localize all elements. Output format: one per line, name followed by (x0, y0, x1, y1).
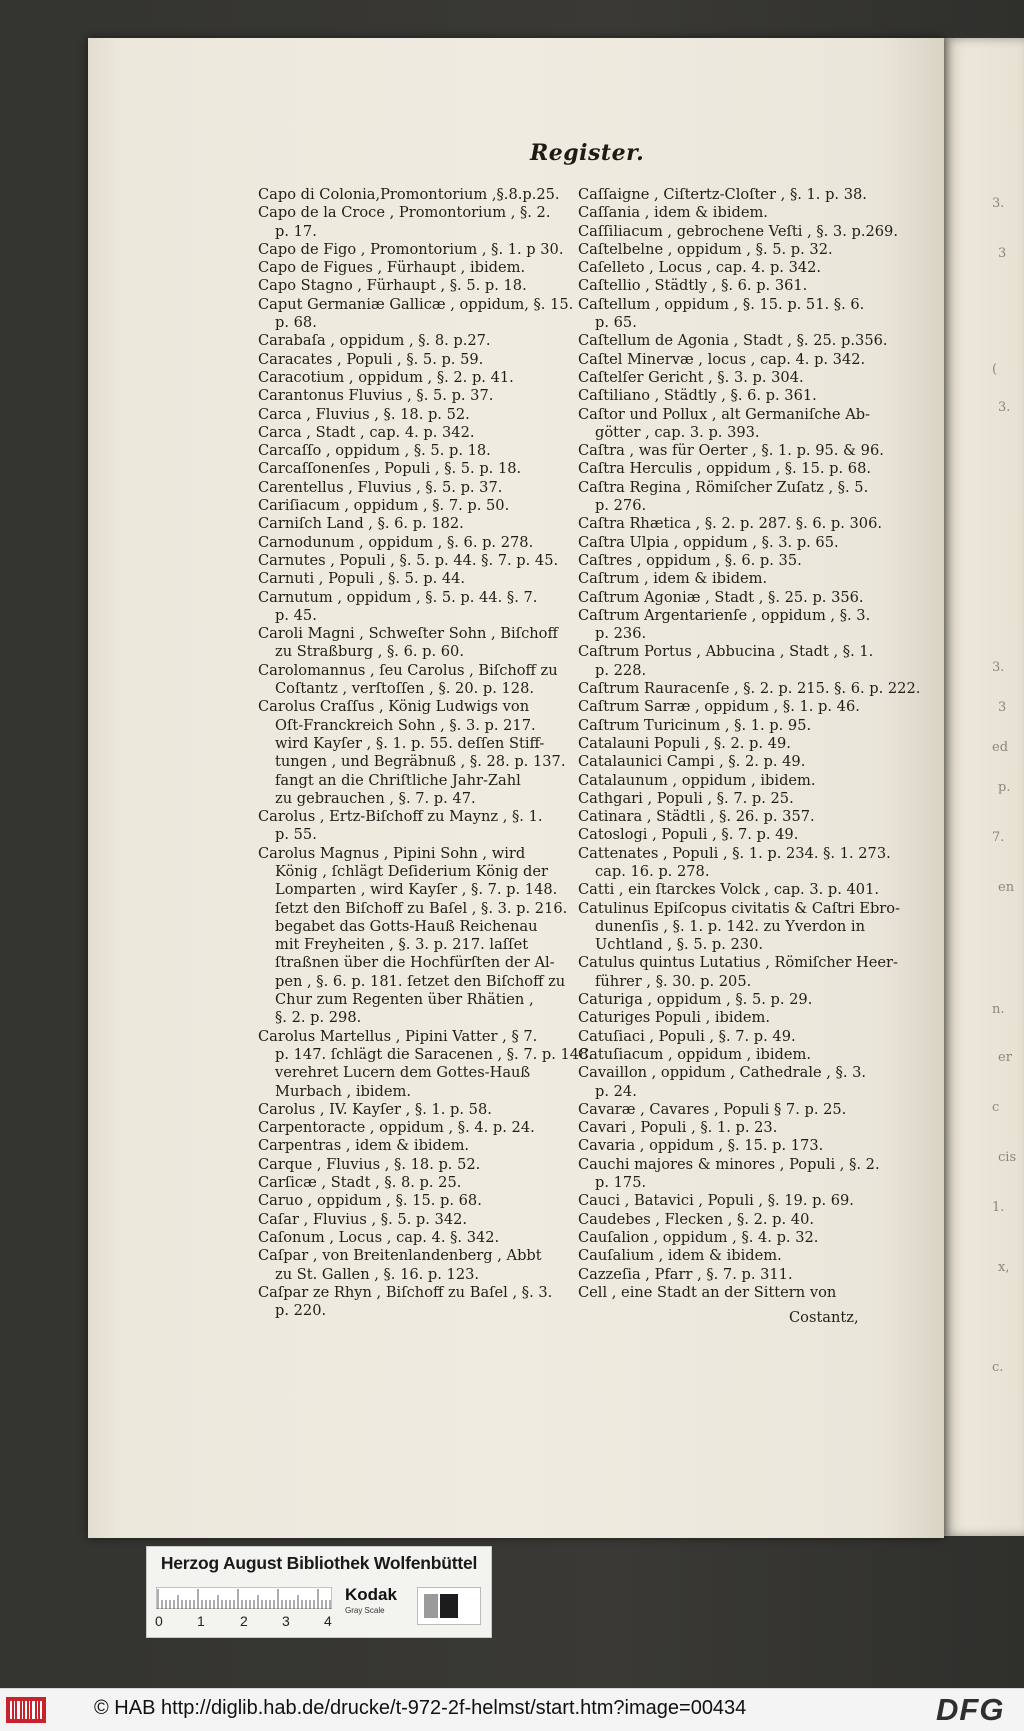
index-entry-line: begabet das Gotts-Hauß Reichenau (275, 917, 538, 935)
index-entry-line: Caput Germaniæ Gallicæ , oppidum, §. 15. (258, 295, 574, 313)
index-entry-line: Caſtelbelne , oppidum , §. 5. p. 32. (578, 240, 833, 258)
index-entry-line: Carolus , Ertz-Biſchoff zu Maynz , §. 1. (258, 808, 543, 826)
edge-text-fragment: c. (992, 1360, 1004, 1375)
index-entry-line: Caſtrum Argentarienſe , oppidum , §. 3. (578, 606, 871, 624)
index-entry-line: Chur zum Regenten über Rhätien , (275, 991, 534, 1009)
index-entry-line: Cavaræ , Cavares , Populi § 7. p. 25. (578, 1100, 847, 1118)
index-entry-line: Carca , Stadt , cap. 4. p. 342. (258, 423, 475, 441)
index-entry-line: Caturiges Populi , ibidem. (578, 1009, 771, 1027)
index-entry-line: Caſſaigne , Ciſtertz-Cloſter , §. 1. p. 38. (578, 186, 867, 203)
index-entry-line: Lomparten , wird Kayſer , §. 7. p. 148. (275, 881, 558, 899)
index-entry-line: Carnuti , Populi , §. 5. p. 44. (258, 570, 466, 588)
index-column-right (578, 186, 921, 1302)
edge-text-fragment: x, (998, 1260, 1010, 1275)
edge-text-fragment: 7. (992, 830, 1005, 845)
index-entry-line: Caudebes , Flecken , §. 2. p. 40. (578, 1210, 814, 1228)
index-entry-line: Caſtrum Portus , Abbucina , Stadt , §. 1. (578, 643, 874, 661)
index-entry-line: Carnutum , oppidum , §. 5. p. 44. §. 7. (258, 588, 538, 606)
black-patch (440, 1594, 458, 1618)
index-entry-line: Caſar , Fluvius , §. 5. p. 342. (258, 1210, 468, 1228)
index-entry-line: Catalaunici Campi , §. 2. p. 49. (578, 753, 806, 771)
index-entry-line: Cattenates , Populi , §. 1. p. 234. §. 1. 273. (578, 844, 891, 862)
edge-text-fragment: 1. (992, 1200, 1005, 1215)
index-entry-line: Carque , Fluvius , §. 18. p. 52. (258, 1155, 481, 1173)
index-entry-line: p. 276. (595, 497, 647, 515)
page-header: Register. (530, 140, 645, 166)
index-entry-line: Cariſiacum , oppidum , §. 7. p. 50. (258, 497, 510, 515)
index-entry-line: cap. 16. p. 278. (595, 862, 710, 880)
index-entry-line: ſetzt den Biſchoff zu Baſel , §. 3. p. 216. (275, 899, 568, 917)
index-entry-line: Cauſalium , idem & ibidem. (578, 1247, 782, 1265)
index-entry-line: Caſtra Herculis , oppidum , §. 15. p. 68. (578, 460, 871, 478)
index-entry-line: Caſelleto , Locus , cap. 4. p. 342. (578, 259, 822, 277)
color-target-card (146, 1546, 492, 1638)
index-entry-line: Caſtra , was für Oerter , §. 1. p. 95. & 96. (578, 442, 884, 460)
index-entry-line: Caroli Magni , Schweſter Sohn , Biſchoff (258, 625, 558, 643)
index-entry-line: ſtraßnen über die Hochfürſten der Al- (275, 954, 555, 972)
index-entry-line: Carolus Craſſus , König Ludwigs von (258, 698, 530, 716)
index-entry-line: Catinara , Städtli , §. 26. p. 357. (578, 808, 815, 826)
index-entry-line: Caturiga , oppidum , §. 5. p. 29. (578, 991, 813, 1009)
index-entry-line: mit Freyheiten , §. 3. p. 217. laſſet (275, 936, 529, 954)
index-entry-line: Caracates , Populi , §. 5. p. 59. (258, 350, 484, 368)
index-entry-line: Caſtrum Agoniæ , Stadt , §. 25. p. 356. (578, 588, 864, 606)
kodak-label (341, 1585, 411, 1625)
ruler-number: 0 (155, 1613, 163, 1629)
index-entry-line: zu Straßburg , §. 6. p. 60. (275, 643, 464, 661)
index-entry-line: fangt an die Chriſtliche Jahr-Zahl (275, 771, 521, 789)
index-entry-line: tungen , und Begräbnuß , §. 28. p. 137. (275, 753, 566, 771)
index-entry-line: Caſtellum de Agonia , Stadt , §. 25. p.356. (578, 332, 888, 350)
index-entry-line: Carabaſa , oppidum , §. 8. p.27. (258, 332, 491, 350)
ruler-number: 4 (324, 1613, 332, 1629)
gray-scale-patches (417, 1587, 481, 1625)
index-entry-line: Cell , eine Stadt an der Sittern von (578, 1283, 837, 1301)
edge-text-fragment: cis (998, 1150, 1017, 1165)
index-entry-line: Caruo , oppidum , §. 15. p. 68. (258, 1192, 482, 1210)
footer-bar (0, 1688, 1024, 1731)
index-entry-line: Carentellus , Fluvius , §. 5. p. 37. (258, 478, 503, 496)
index-entry-line: Capo de Figues , Fürhaupt , ibidem. (258, 259, 526, 277)
index-entry-line: §. 2. p. 298. (275, 1009, 362, 1027)
index-entry-line: Caſtellio , Städtly , §. 6. p. 361. (578, 277, 808, 295)
index-entry-line: Caſtra Rhætica , §. 2. p. 287. §. 6. p. 306. (578, 515, 883, 533)
index-entry-line: Catuſiacum , oppidum , ibidem. (578, 1045, 811, 1063)
index-entry-line: Caſtor und Pollux , alt Germaniſche Ab- (578, 405, 871, 423)
index-entry-line: Caracotium , oppidum , §. 2. p. 41. (258, 368, 514, 386)
index-entry-line: Cazzeſia , Pfarr , §. 7. p. 311. (578, 1265, 793, 1283)
index-entry-line: p. 55. (275, 826, 317, 844)
index-entry-line: Carolus Magnus , Pipini Sohn , wird (258, 844, 526, 862)
index-entry-line: Carpentras , idem & ibidem. (258, 1137, 470, 1155)
index-entry-line: Caſtra Ulpia , oppidum , §. 3. p. 65. (578, 533, 839, 551)
index-entry-line: p. 147. ſchlägt die Saracenen , §. 7. p. 148. (275, 1045, 594, 1063)
index-entry-line: Catti , ein ſtarckes Volck , cap. 3. p. 401. (578, 881, 880, 899)
ruler-number: 1 (197, 1613, 205, 1629)
index-entry-line: Caſtrum , idem & ibidem. (578, 570, 768, 588)
index-entry-line: Uchtland , §. 5. p. 230. (595, 936, 764, 954)
kodak-logo: Kodak (345, 1585, 397, 1604)
index-entry-line: Capo de la Croce , Promontorium , §. 2. (258, 204, 551, 222)
index-entry-line: Carnodunum , oppidum , §. 6. p. 278. (258, 533, 534, 551)
index-entry-line: Catalaunum , oppidum , ibidem. (578, 771, 816, 789)
index-entry-line: zu St. Gallen , §. 16. p. 123. (275, 1265, 480, 1283)
index-entry-line: Caſonum , Locus , cap. 4. §. 342. (258, 1228, 500, 1246)
index-entry-line: Carolus , IV. Kayſer , §. 1. p. 58. (258, 1100, 492, 1118)
index-entry-line: Oſt-Franckreich Sohn , §. 3. p. 217. (275, 716, 536, 734)
index-entry-line: p. 45. (275, 606, 317, 624)
index-entry-line: Cavaillon , oppidum , Cathedrale , §. 3. (578, 1064, 867, 1082)
edge-text-fragment: 3. (998, 400, 1011, 415)
index-entry-line: p. 175. (595, 1174, 647, 1192)
edge-text-fragment: p. (998, 780, 1011, 795)
index-entry-line: Carnutes , Populi , §. 5. p. 44. §. 7. p. 45. (258, 551, 559, 569)
index-entry-line: Carolomannus , ſeu Carolus , Biſchoff zu (258, 661, 558, 679)
edge-text-fragment: ( (992, 362, 998, 377)
index-entry-line: p. 228. (595, 661, 647, 679)
edge-text-fragment: er (998, 1050, 1012, 1065)
index-entry-line: Carcaſſo , oppidum , §. 5. p. 18. (258, 442, 491, 460)
index-entry-line: p. 68. (275, 314, 317, 332)
edge-text-fragment: n. (992, 1002, 1005, 1017)
index-entry-line: Caſtellum , oppidum , §. 15. p. 51. §. 6. (578, 295, 865, 313)
edge-text-fragment: 3 (998, 700, 1007, 715)
index-entry-line: Carpentoracte , oppidum , §. 4. p. 24. (258, 1119, 535, 1137)
edge-text-fragment: 3. (992, 196, 1005, 211)
index-entry-line: Catuſiaci , Populi , §. 7. p. 49. (578, 1027, 796, 1045)
index-entry-line: Caſtres , oppidum , §. 6. p. 35. (578, 551, 802, 569)
index-entry-line: verehret Lucern dem Gottes-Hauß (275, 1064, 531, 1082)
index-entry-line: Caſtel Minervæ , locus , cap. 4. p. 342. (578, 350, 866, 368)
index-entry-line: p. 17. (275, 222, 317, 240)
edge-text-fragment: ed (992, 740, 1009, 755)
index-entry-line: Cauci , Batavici , Populi , §. 19. p. 69. (578, 1192, 854, 1210)
index-entry-line: Caſtelſer Gericht , §. 3. p. 304. (578, 368, 804, 386)
index-entry-line: Caſſania , idem & ibidem. (578, 204, 768, 222)
index-entry-line: Cauchi majores & minores , Populi , §. 2. (578, 1155, 880, 1173)
source-url-text[interactable]: © HAB http://diglib.hab.de/drucke/t-972-2f-helmst/start.htm?image=00434 (94, 1697, 747, 1719)
index-entry-line: Carca , Fluvius , §. 18. p. 52. (258, 405, 470, 423)
index-entry-line: Capo di Colonia,Promontorium ,§.8.p.25. (258, 186, 560, 203)
index-entry-line: Caſſiliacum , gebrochene Veſti , §. 3. p.269. (578, 222, 898, 240)
index-entry-line: Catalauni Populi , §. 2. p. 49. (578, 734, 791, 752)
index-entry-line: pen , §. 6. p. 181. ſetzet den Biſchoff zu (275, 972, 566, 990)
edge-text-fragment: 3. (992, 660, 1005, 675)
index-entry-line: dunenſis , §. 1. p. 142. zu Yverdon in (595, 917, 865, 935)
index-entry-line: Caſtiliano , Städtly , §. 6. p. 361. (578, 387, 817, 405)
index-entry-line: Murbach , ibidem. (275, 1082, 411, 1100)
index-column-left (258, 186, 594, 1320)
index-entry-line: Cavaria , oppidum , §. 15. p. 173. (578, 1137, 824, 1155)
gray-patch (424, 1594, 438, 1618)
index-entry-line: Caſtrum Rauracenſe , §. 2. p. 215. §. 6. p. 222. (578, 680, 921, 698)
index-entry-line: p. 220. (275, 1302, 327, 1320)
index-entry-line: Carantonus Fluvius , §. 5. p. 37. (258, 387, 494, 405)
index-entry-line: Cavari , Populi , §. 1. p. 23. (578, 1119, 778, 1137)
index-entry-line: Catulinus Epiſcopus civitatis & Caſtri Ebro- (578, 899, 900, 917)
index-entry-line: Caſtrum Turicinum , §. 1. p. 95. (578, 716, 812, 734)
index-entry-line: König , ſchlägt Deſiderium König der (275, 862, 549, 880)
next-page-edge (942, 38, 1024, 1536)
index-entry-line: Cauſalion , oppidum , §. 4. p. 32. (578, 1228, 819, 1246)
index-entry-line: Cathgari , Populi , §. 7. p. 25. (578, 789, 794, 807)
index-entry-line: götter , cap. 3. p. 393. (595, 423, 760, 441)
ruler-number: 2 (240, 1613, 248, 1629)
ruler-number: 3 (282, 1613, 290, 1629)
index-entry-line: Carolus Martellus , Pipini Vatter , § 7. (258, 1027, 538, 1045)
index-entry-line: wird Kayſer , §. 1. p. 55. deſſen Stiff- (275, 734, 545, 752)
index-entry-line: Carniſch Land , §. 6. p. 182. (258, 515, 464, 533)
index-entry-line: Catoslogi , Populi , §. 7. p. 49. (578, 826, 799, 844)
index-entry-line: p. 236. (595, 625, 647, 643)
gray-scale-label: Gray Scale (345, 1606, 385, 1615)
edge-text-fragment: c (992, 1100, 1000, 1115)
index-entry-line: Coſtantz , verſtoſſen , §. 20. p. 128. (275, 680, 534, 698)
index-entry-line: Carſicæ , Stadt , §. 8. p. 25. (258, 1174, 462, 1192)
edge-text-fragment: en (998, 880, 1015, 895)
index-entry-line: p. 65. (595, 314, 637, 332)
dfg-logo: DFG (936, 1692, 1005, 1727)
catchword: Costantz, (789, 1309, 859, 1326)
index-entry-line: Carcaſſonenſes , Populi , §. 5. p. 18. (258, 460, 522, 478)
ruler-scale (156, 1587, 332, 1609)
index-entry-line: p. 24. (595, 1082, 637, 1100)
index-entry-line: Capo de Figo , Promontorium , §. 1. p 30. (258, 240, 564, 258)
index-entry-line: Capo Stagno , Fürhaupt , §. 5. p. 18. (258, 277, 527, 295)
library-name: Herzog August Bibliothek Wolfenbüttel (160, 1553, 478, 1573)
edge-text-fragment: 3 (998, 246, 1007, 261)
index-entry-line: Caſpar ze Rhyn , Biſchoff zu Baſel , §. 3. (258, 1283, 553, 1301)
index-entry-line: Caſtra Regina , Römiſcher Zuſatz , §. 5. (578, 478, 869, 496)
barcode-icon (6, 1697, 46, 1723)
index-entry-line: führer , §. 30. p. 205. (595, 972, 752, 990)
index-entry-line: zu gebrauchen , §. 7. p. 47. (275, 789, 476, 807)
index-entry-line: Caſpar , von Breitenlandenberg , Abbt (258, 1247, 542, 1265)
index-entry-line: Catulus quintus Lutatius , Römiſcher Heer- (578, 954, 898, 972)
index-entry-line: Caſtrum Sarræ , oppidum , §. 1. p. 46. (578, 698, 860, 716)
